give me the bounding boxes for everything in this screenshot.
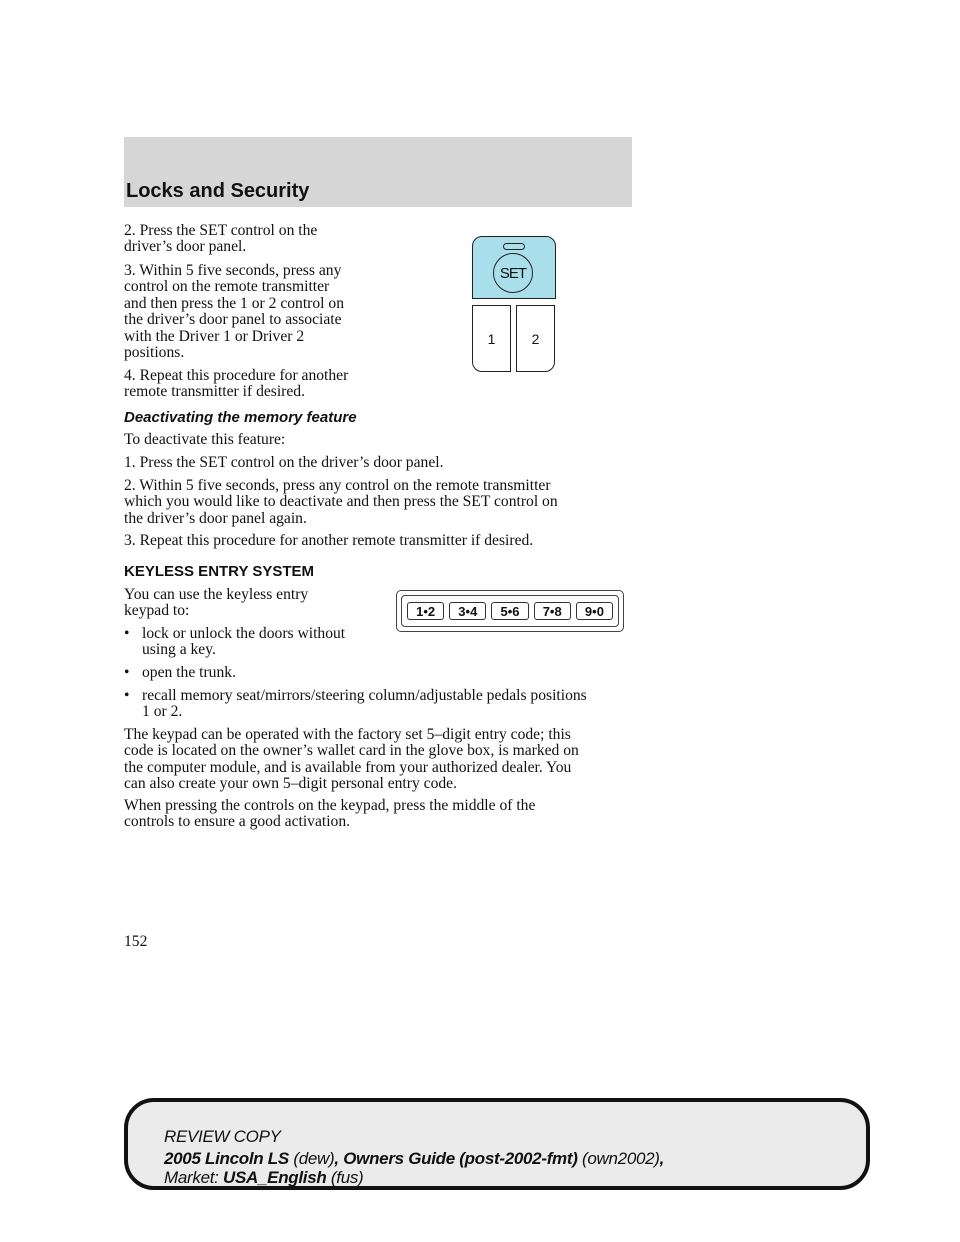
page-number: 152: [124, 933, 148, 950]
step-3-text: 3. Within 5 five seconds, press any control on the remote transmitter and then press the 1 or 2 control on the driver’s door panel to associate with the Driver 1 or Driver 2 positions.: [124, 262, 344, 362]
footer-line-1: REVIEW COPY: [164, 1127, 281, 1146]
deactivate-step-3: 3. Repeat this procedure for another remote transmitter if desired.: [124, 532, 534, 549]
footer-line-3: Market: USA_English (fus): [164, 1168, 364, 1187]
step-4-text: 4. Repeat this procedure for another remote transmitter if desired.: [124, 367, 349, 401]
keypad-code-paragraph: The keypad can be operated with the factory set 5–digit entry code; this code is located on the owner’s wallet card in the glove box, is marked on the computer module, and is available from your authorized dealer. You can also create your own 5–digit personal entry code.: [124, 726, 579, 793]
memory-button-1-icon: 1: [472, 305, 511, 372]
memory-button-2-icon: 2: [516, 305, 555, 372]
footer-line-2: 2005 Lincoln LS (dew), Owners Guide (post-2002-fmt) (own2002),: [164, 1149, 665, 1168]
memory-set-panel-illustration: [472, 236, 556, 299]
indicator-slot-icon: [503, 243, 525, 250]
keypad-press-paragraph: When pressing the controls on the keypad, press the middle of the controls to ensure a good activation.: [124, 797, 536, 831]
section-title: Locks and Security: [126, 180, 310, 202]
keypad-key-icon: 9•0: [576, 602, 613, 620]
deactivate-heading: Deactivating the memory feature: [124, 409, 357, 426]
keypad-key-icon: 3•4: [449, 602, 486, 620]
keypad-key-icon: 5•6: [491, 602, 528, 620]
keypad-key-icon: 1•2: [407, 602, 444, 620]
deactivate-step-2: 2. Within 5 five seconds, press any control on the remote transmitter which you would like to deactivate and then press the SET control on the driver’s door panel again.: [124, 477, 558, 527]
keypad-illustration: [396, 590, 624, 632]
deactivate-step-1: 1. Press the SET control on the driver’s door panel.: [124, 454, 444, 471]
step-2-text: 2. Press the SET control on the driver’s door panel.: [124, 222, 318, 256]
keypad-key-icon: 7•8: [534, 602, 571, 620]
keyless-intro: You can use the keyless entry keypad to:: [124, 586, 309, 620]
keyless-heading: KEYLESS ENTRY SYSTEM: [124, 563, 315, 580]
set-button-icon: SET: [493, 253, 533, 293]
manual-page: Locks and Security 2. Press the SET control on the driver’s door panel. 3. Within 5 five seconds, press any control on the remote transmitter and then press the 1 or 2 control on the driver’s door panel to associate with the Driver 1 or Driver 2 positions. 4. Repeat this procedure for another remote transmitter if desired. Deactivating the memory feature To deactivate this feature: 1. Press the SET control on the driver’s door panel. 2. Within 5 five seconds, press any control on the remote transmitter which you would like to deactivate and then press the SET control on the driver’s door panel again. 3. Repeat this procedure for another remote transmitter if desired. KEYLESS ENTRY SYSTEM You can use the keyless entry keypad to: • lock or unlock the doors without using a key. • open the trunk. • recall memory seat/mirrors/steering column/adjustable pedals positions 1 or 2. The keypad can be operated with the factory set 5–digit entry code; this code is located on the owner’s wallet card in the glove box, is marked on the computer module, and is available from your authorized dealer. You can also create your own 5–digit personal entry code. When pressing the controls on the keypad, press the middle of the controls to ensure a good activation. SET 1 2 1•2 3•4 5•6 7•8 9•0 152 REVIEW COPY 2005 Lincoln LS (dew), Owners Guide (post-2002-fmt) (own2002), Market: USA_English (fus): [0, 0, 960, 1242]
deactivate-intro: To deactivate this feature:: [124, 431, 286, 448]
